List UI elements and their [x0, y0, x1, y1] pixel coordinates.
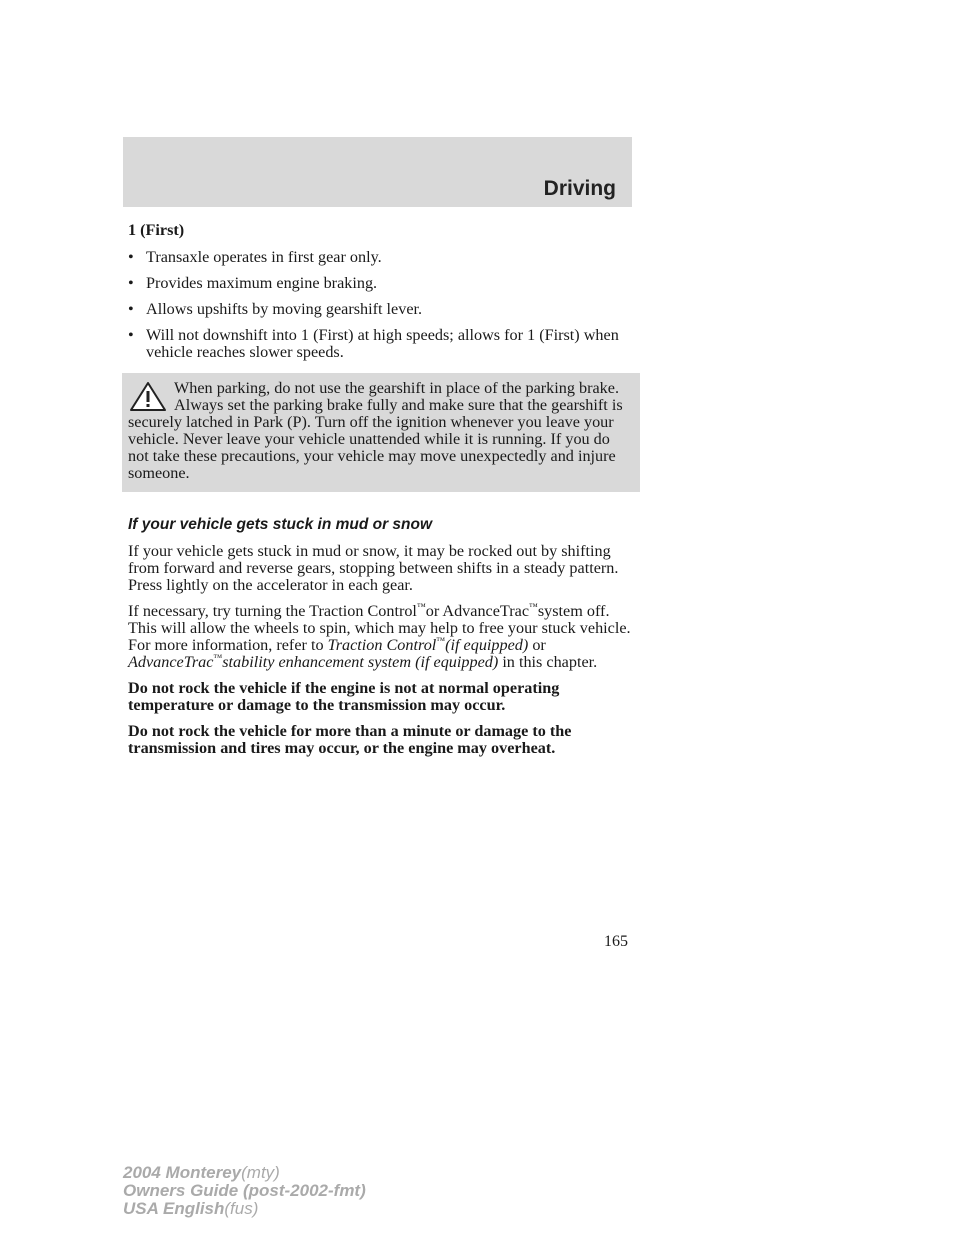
document-footer [123, 1164, 366, 1218]
footer-line-model: 2004 Monterey(mty) [123, 1163, 280, 1182]
page-content [128, 222, 634, 766]
stuck-paragraph-1: If your vehicle gets stuck in mud or snow, it may be rocked out by shifting from forward and reverse gears, stopping between shifts in a steady pattern. Press lightly on the accelerator in each gear. [128, 542, 619, 594]
list-item: • Provides maximum engine braking. [128, 274, 378, 292]
caution-paragraph-2: Do not rock the vehicle for more than a minute or damage to the transmission and tires may occur, or the engine may overheat. [128, 722, 572, 757]
first-gear-list [128, 249, 634, 361]
reference-traction-control: Traction Control [327, 636, 437, 654]
section-title: Driving [543, 177, 616, 200]
list-item: • Will not downshift into 1 (First) at high speeds; allows for 1 (First) when vehicle reaches slower speeds. [128, 326, 619, 361]
trademark-mark: ™ [529, 601, 538, 612]
trademark-mark: ™ [416, 601, 426, 612]
warning-box [122, 373, 640, 492]
list-item: • Transaxle operates in first gear only. [128, 248, 382, 266]
bullet-icon: • [128, 326, 134, 344]
footer-line-language: USA English(fus) [123, 1199, 259, 1218]
section-header-band [123, 137, 632, 207]
stuck-heading: If your vehicle gets stuck in mud or snow [128, 516, 433, 533]
list-item: • Allows upshifts by moving gearshift lever. [128, 300, 423, 318]
caution-paragraph-1: Do not rock the vehicle if the engine is not at normal operating temperature or damage to the transmission may occur. [128, 679, 560, 714]
page-number: 165 [604, 933, 628, 950]
first-gear-heading: 1 (First) [128, 221, 185, 239]
footer-line-guide: Owners Guide (post-2002-fmt) [123, 1181, 366, 1200]
bullet-icon: • [128, 300, 134, 318]
warning-text: When parking, do not use the gearshift in place of the parking brake. Always set the parking brake fully and make sure that the gearshift is securely latched in Park (P). Turn off the ignition whenever you leave your vehicle. Never leave your vehicle unattended while it is running. If you do not take these precautions, your vehicle may move unexpectedly and injure someone. [128, 379, 623, 482]
bullet-icon: • [128, 274, 134, 292]
stuck-paragraph-2: If necessary, try turning the Traction Control™or AdvanceTrac™system off. This will allow the wheels to spin, which may help to free your stuck vehicle. For more information, refer to Traction Control™(if equipped) or AdvanceTrac™stability enhancement system (if equipped) in this chapter. [128, 601, 631, 671]
warning-triangle-icon [128, 380, 168, 412]
bullet-icon: • [128, 248, 134, 266]
trademark-mark: ™ [436, 635, 446, 646]
trademark-mark: ™ [213, 652, 223, 663]
reference-advancetrac: AdvanceTrac [128, 653, 214, 671]
